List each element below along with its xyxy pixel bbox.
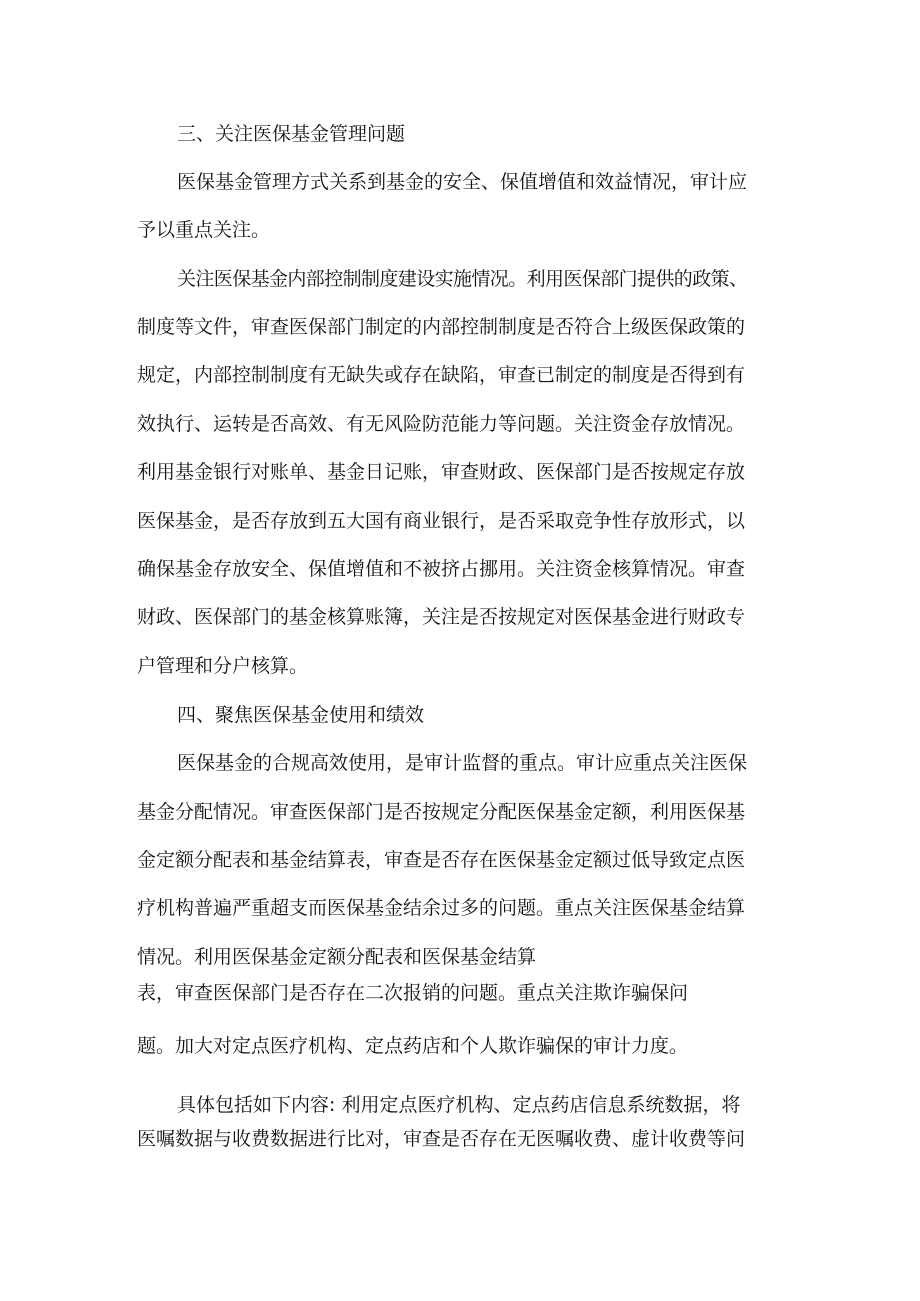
paragraph-line: 规定，内部控制制度有无缺失或存在缺陷，审查已制定的制度是否得到有 xyxy=(137,364,746,386)
paragraph-line: 医保基金，是否存放到五大国有商业银行，是否采取竞争性存放形式，以 xyxy=(137,510,746,532)
paragraph-line: 表，审查医保部门是否存在二次报销的问题。重点关注欺诈骗保问 xyxy=(137,982,689,1004)
paragraph-line: 基金分配情况。审查医保部门是否按规定分配医保基金定额，利用医保基 xyxy=(137,801,746,823)
paragraph-line: 情况。利用医保基金定额分配表和医保基金结算 xyxy=(137,946,537,968)
paragraph-line: 予以重点关注。 xyxy=(137,219,271,241)
paragraph-line: 疗机构普遍严重超支而医保基金结余过多的问题。重点关注医保基金结算 xyxy=(137,897,746,919)
paragraph-line: 医嘱数据与收费数据进行比对，审查是否存在无医嘱收费、虚计收费等问 xyxy=(137,1128,746,1150)
paragraph-line: 户管理和分户核算。 xyxy=(137,655,309,677)
paragraph-line: 关注医保基金内部控制制度建设实施情况。利用医保部门提供的政策、 xyxy=(177,268,748,290)
paragraph-line: 医保基金管理方式关系到基金的安全、保值增值和效益情况，审计应 xyxy=(177,171,748,193)
section-heading-3: 三、关注医保基金管理问题 xyxy=(177,123,406,145)
paragraph-line: 确保基金存放安全、保值增值和不被挤占挪用。关注资金核算情况。审查 xyxy=(137,558,746,580)
paragraph-line: 利用基金银行对账单、基金日记账，审查财政、医保部门是否按规定存放 xyxy=(137,461,746,483)
paragraph-line: 制度等文件，审查医保部门制定的内部控制制度是否符合上级医保政策的 xyxy=(137,316,746,338)
section-heading-4: 四、聚焦医保基金使用和绩效 xyxy=(177,704,425,726)
paragraph-line: 金定额分配表和基金结算表，审查是否存在医保基金定额过低导致定点医 xyxy=(137,849,746,871)
paragraph-line: 效执行、运转是否高效、有无风险防范能力等问题。关注资金存放情况。 xyxy=(137,413,746,435)
paragraph-line: 财政、医保部门的基金核算账簿，关注是否按规定对医保基金进行财政专 xyxy=(137,606,746,628)
paragraph-line: 具体包括如下内容: 利用定点医疗机构、定点药店信息系统数据，将 xyxy=(177,1094,741,1116)
paragraph-line: 题。加大对定点医疗机构、定点药店和个人欺诈骗保的审计力度。 xyxy=(137,1035,689,1057)
paragraph-line: 医保基金的合规高效使用，是审计监督的重点。审计应重点关注医保 xyxy=(177,752,748,774)
